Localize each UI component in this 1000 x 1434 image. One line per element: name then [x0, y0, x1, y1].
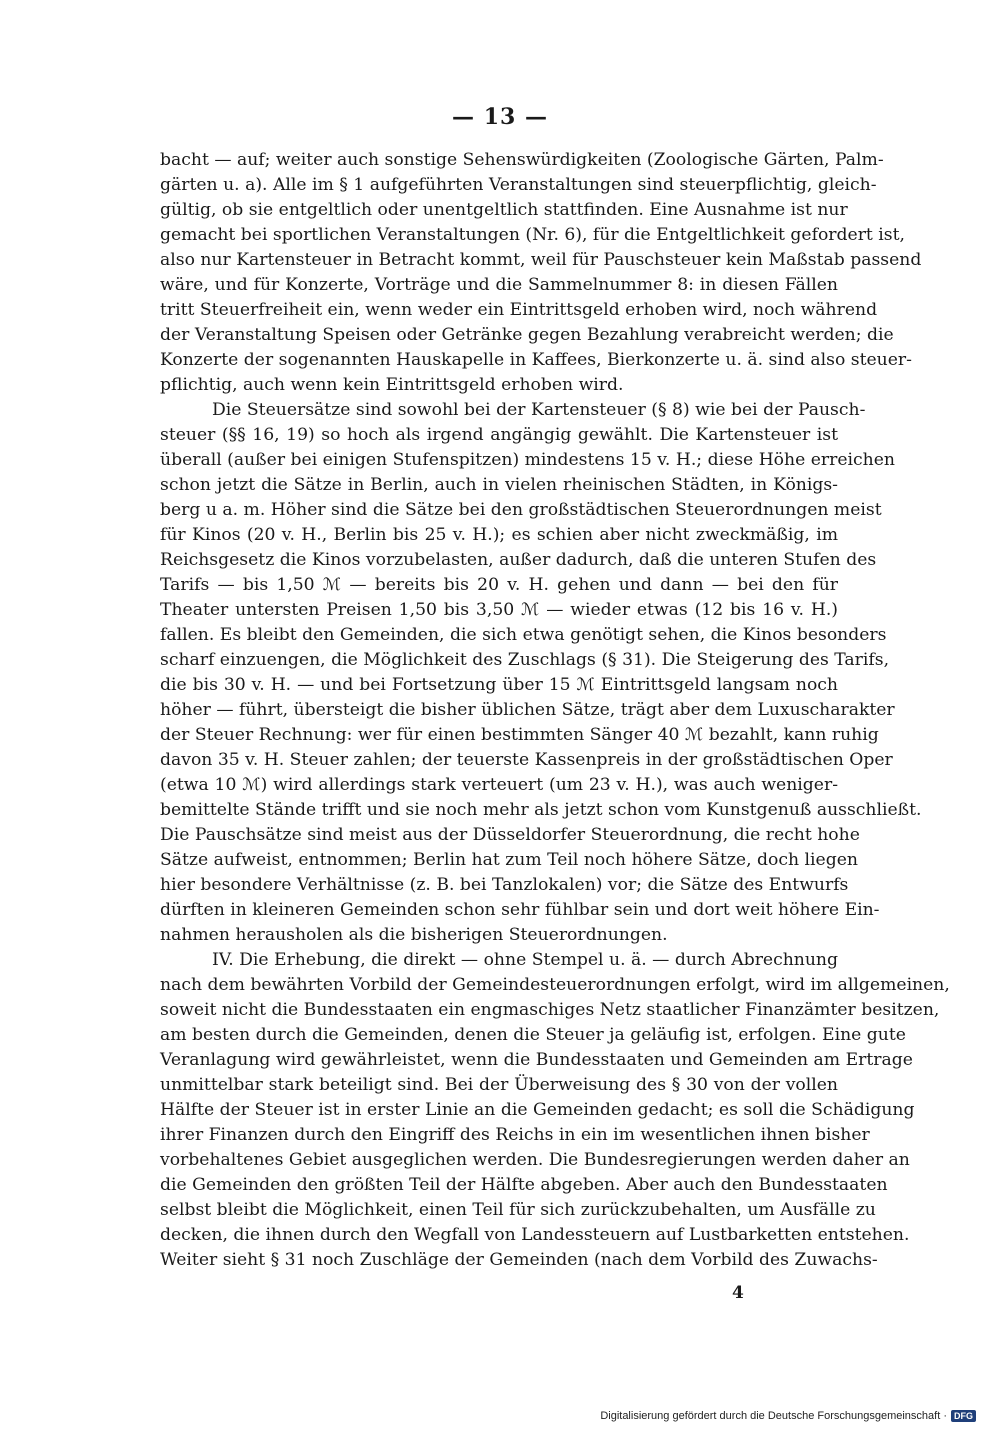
text-line: ihrer Finanzen durch den Eingriff des Reichs in ein im wesentlichen ihnen bisher — [160, 1125, 870, 1145]
text-line: dürften in kleineren Gemeinden schon sehr fühlbar sein und dort weit höhere Ein- — [160, 900, 880, 920]
text-line: vorbehaltenes Gebiet ausgeglichen werden. Die Bundesregierungen werden daher an — [160, 1150, 910, 1170]
text-line: unmittelbar stark beteiligt sind. Bei der Überweisung des § 30 von der vollen — [160, 1075, 838, 1095]
text-line: nach dem bewährten Vorbild der Gemeindesteuerordnungen erfolgt, wird im allgemeinen, — [160, 975, 950, 995]
text-line: Die Steuersätze sind sowohl bei der Kartensteuer (§ 8) wie bei der Pausch- — [212, 400, 866, 420]
text-line: decken, die ihnen durch den Wegfall von Landessteuern auf Lustbarketten entstehen. — [160, 1225, 910, 1245]
dfg-logo: DFG — [951, 1410, 976, 1422]
text-line: schon jetzt die Sätze in Berlin, auch in vielen rheinischen Städten, in Königs- — [160, 475, 838, 495]
text-line: hier besondere Verhältnisse (z. B. bei Tanzlokalen) vor; die Sätze des Entwurfs — [160, 875, 849, 895]
text-line: die Gemeinden den größten Teil der Hälfte abgeben. Aber auch den Bundesstaaten — [160, 1175, 888, 1195]
text-line: scharf einzuengen, die Möglichkeit des Zuschlags (§ 31). Die Steigerung des Tarifs, — [160, 650, 890, 670]
text-line: steuer (§§ 16, 19) so hoch als irgend angängig gewählt. Die Kartensteuer ist — [160, 425, 838, 445]
text-line: davon 35 v. H. Steuer zahlen; der teuerste Kassenpreis in der großstädtischen Oper — [160, 750, 893, 770]
footer-text: Digitalisierung gefördert durch die Deutsche Forschungsgemeinschaft · — [600, 1410, 947, 1422]
text-line: Die Pauschsätze sind meist aus der Düsseldorfer Steuerordnung, die recht hohe — [160, 825, 860, 845]
text-line: der Steuer Rechnung: wer für einen bestimmten Sänger 40 ℳ bezahlt, kann ruhig — [160, 725, 879, 745]
text-line: tritt Steuerfreiheit ein, wenn weder ein Eintrittsgeld erhoben wird, noch während — [160, 300, 878, 320]
text-line: berg u a. m. Höher sind die Sätze bei den großstädtischen Steuerordnungen meist — [160, 500, 882, 520]
text-line: gültig, ob sie entgeltlich oder unentgeltlich stattfinden. Eine Ausnahme ist nur — [160, 200, 848, 220]
text-line: der Veranstaltung Speisen oder Getränke gegen Bezahlung verabreicht werden; die — [160, 325, 894, 345]
text-line: Konzerte der sogenannten Hauskapelle in Kaffees, Bierkonzerte u. ä. sind also steuer- — [160, 350, 912, 370]
text-line: höher — führt, übersteigt die bisher üblichen Sätze, trägt aber dem Luxuscharakter — [160, 700, 895, 720]
text-line: nahmen herausholen als die bisherigen Steuerordnungen. — [160, 925, 668, 945]
text-line: gemacht bei sportlichen Veranstaltungen (Nr. 6), für die Entgeltlichkeit gefordert ist, — [160, 225, 905, 245]
body-text — [160, 148, 950, 1273]
text-line: Weiter sieht § 31 noch Zuschläge der Gemeinden (nach dem Vorbild des Zuwachs- — [160, 1250, 878, 1270]
text-line: selbst bleibt die Möglichkeit, einen Teil für sich zurückzubehalten, um Ausfälle zu — [160, 1200, 876, 1220]
footer — [600, 1410, 976, 1422]
text-line: IV. Die Erhebung, die direkt — ohne Stempel u. ä. — durch Abrechnung — [212, 950, 838, 970]
text-line: (etwa 10 ℳ) wird allerdings stark verteuert (um 23 v. H.), was auch weniger- — [160, 775, 838, 795]
text-line: fallen. Es bleibt den Gemeinden, die sich etwa genötigt sehen, die Kinos besonders — [160, 625, 887, 645]
text-line: am besten durch die Gemeinden, denen die Steuer ja geläufig ist, erfolgen. Eine gute — [160, 1025, 906, 1045]
text-line: Theater untersten Preisen 1,50 bis 3,50 ℳ — wieder etwas (12 bis 16 v. H.) — [160, 600, 838, 620]
text-line: bemittelte Stände trifft und sie noch mehr als jetzt schon vom Kunstgenuß ausschließt. — [160, 800, 922, 820]
text-line: die bis 30 v. H. — und bei Fortsetzung über 15 ℳ Eintrittsgeld langsam noch — [160, 675, 838, 695]
text-line: für Kinos (20 v. H., Berlin bis 25 v. H.); es schien aber nicht zweckmäßig, im — [160, 525, 838, 545]
text-line: wäre, und für Konzerte, Vorträge und die Sammelnummer 8: in diesen Fällen — [160, 275, 838, 295]
text-line: bacht — auf; weiter auch sonstige Sehenswürdigkeiten (Zoologische Gärten, Palm- — [160, 150, 884, 170]
text-line: also nur Kartensteuer in Betracht kommt, weil für Pauschsteuer kein Maßstab passend — [160, 250, 922, 270]
text-line: Tarifs — bis 1,50 ℳ — bereits bis 20 v. H. gehen und dann — bei den für — [160, 575, 838, 595]
text-line: gärten u. a). Alle im § 1 aufgeführten Veranstaltungen sind steuerpflichtig, gleich- — [160, 175, 877, 195]
text-line: Hälfte der Steuer ist in erster Linie an die Gemeinden gedacht; es soll die Schädigung — [160, 1100, 915, 1120]
page-number: — 13 — — [452, 104, 548, 130]
signature-mark: 4 — [732, 1283, 744, 1303]
text-line: Sätze aufweist, entnommen; Berlin hat zum Teil noch höhere Sätze, doch liegen — [160, 850, 858, 870]
text-line: soweit nicht die Bundesstaaten ein engmaschiges Netz staatlicher Finanzämter besitzen, — [160, 1000, 940, 1020]
text-line: überall (außer bei einigen Stufenspitzen) mindestens 15 v. H.; diese Höhe erreichen — [160, 450, 895, 470]
text-line: Reichsgesetz die Kinos vorzubelasten, außer dadurch, daß die unteren Stufen des — [160, 550, 877, 570]
text-line: pflichtig, auch wenn kein Eintrittsgeld erhoben wird. — [160, 375, 624, 395]
text-line: Veranlagung wird gewährleistet, wenn die Bundesstaaten und Gemeinden am Ertrage — [160, 1050, 913, 1070]
